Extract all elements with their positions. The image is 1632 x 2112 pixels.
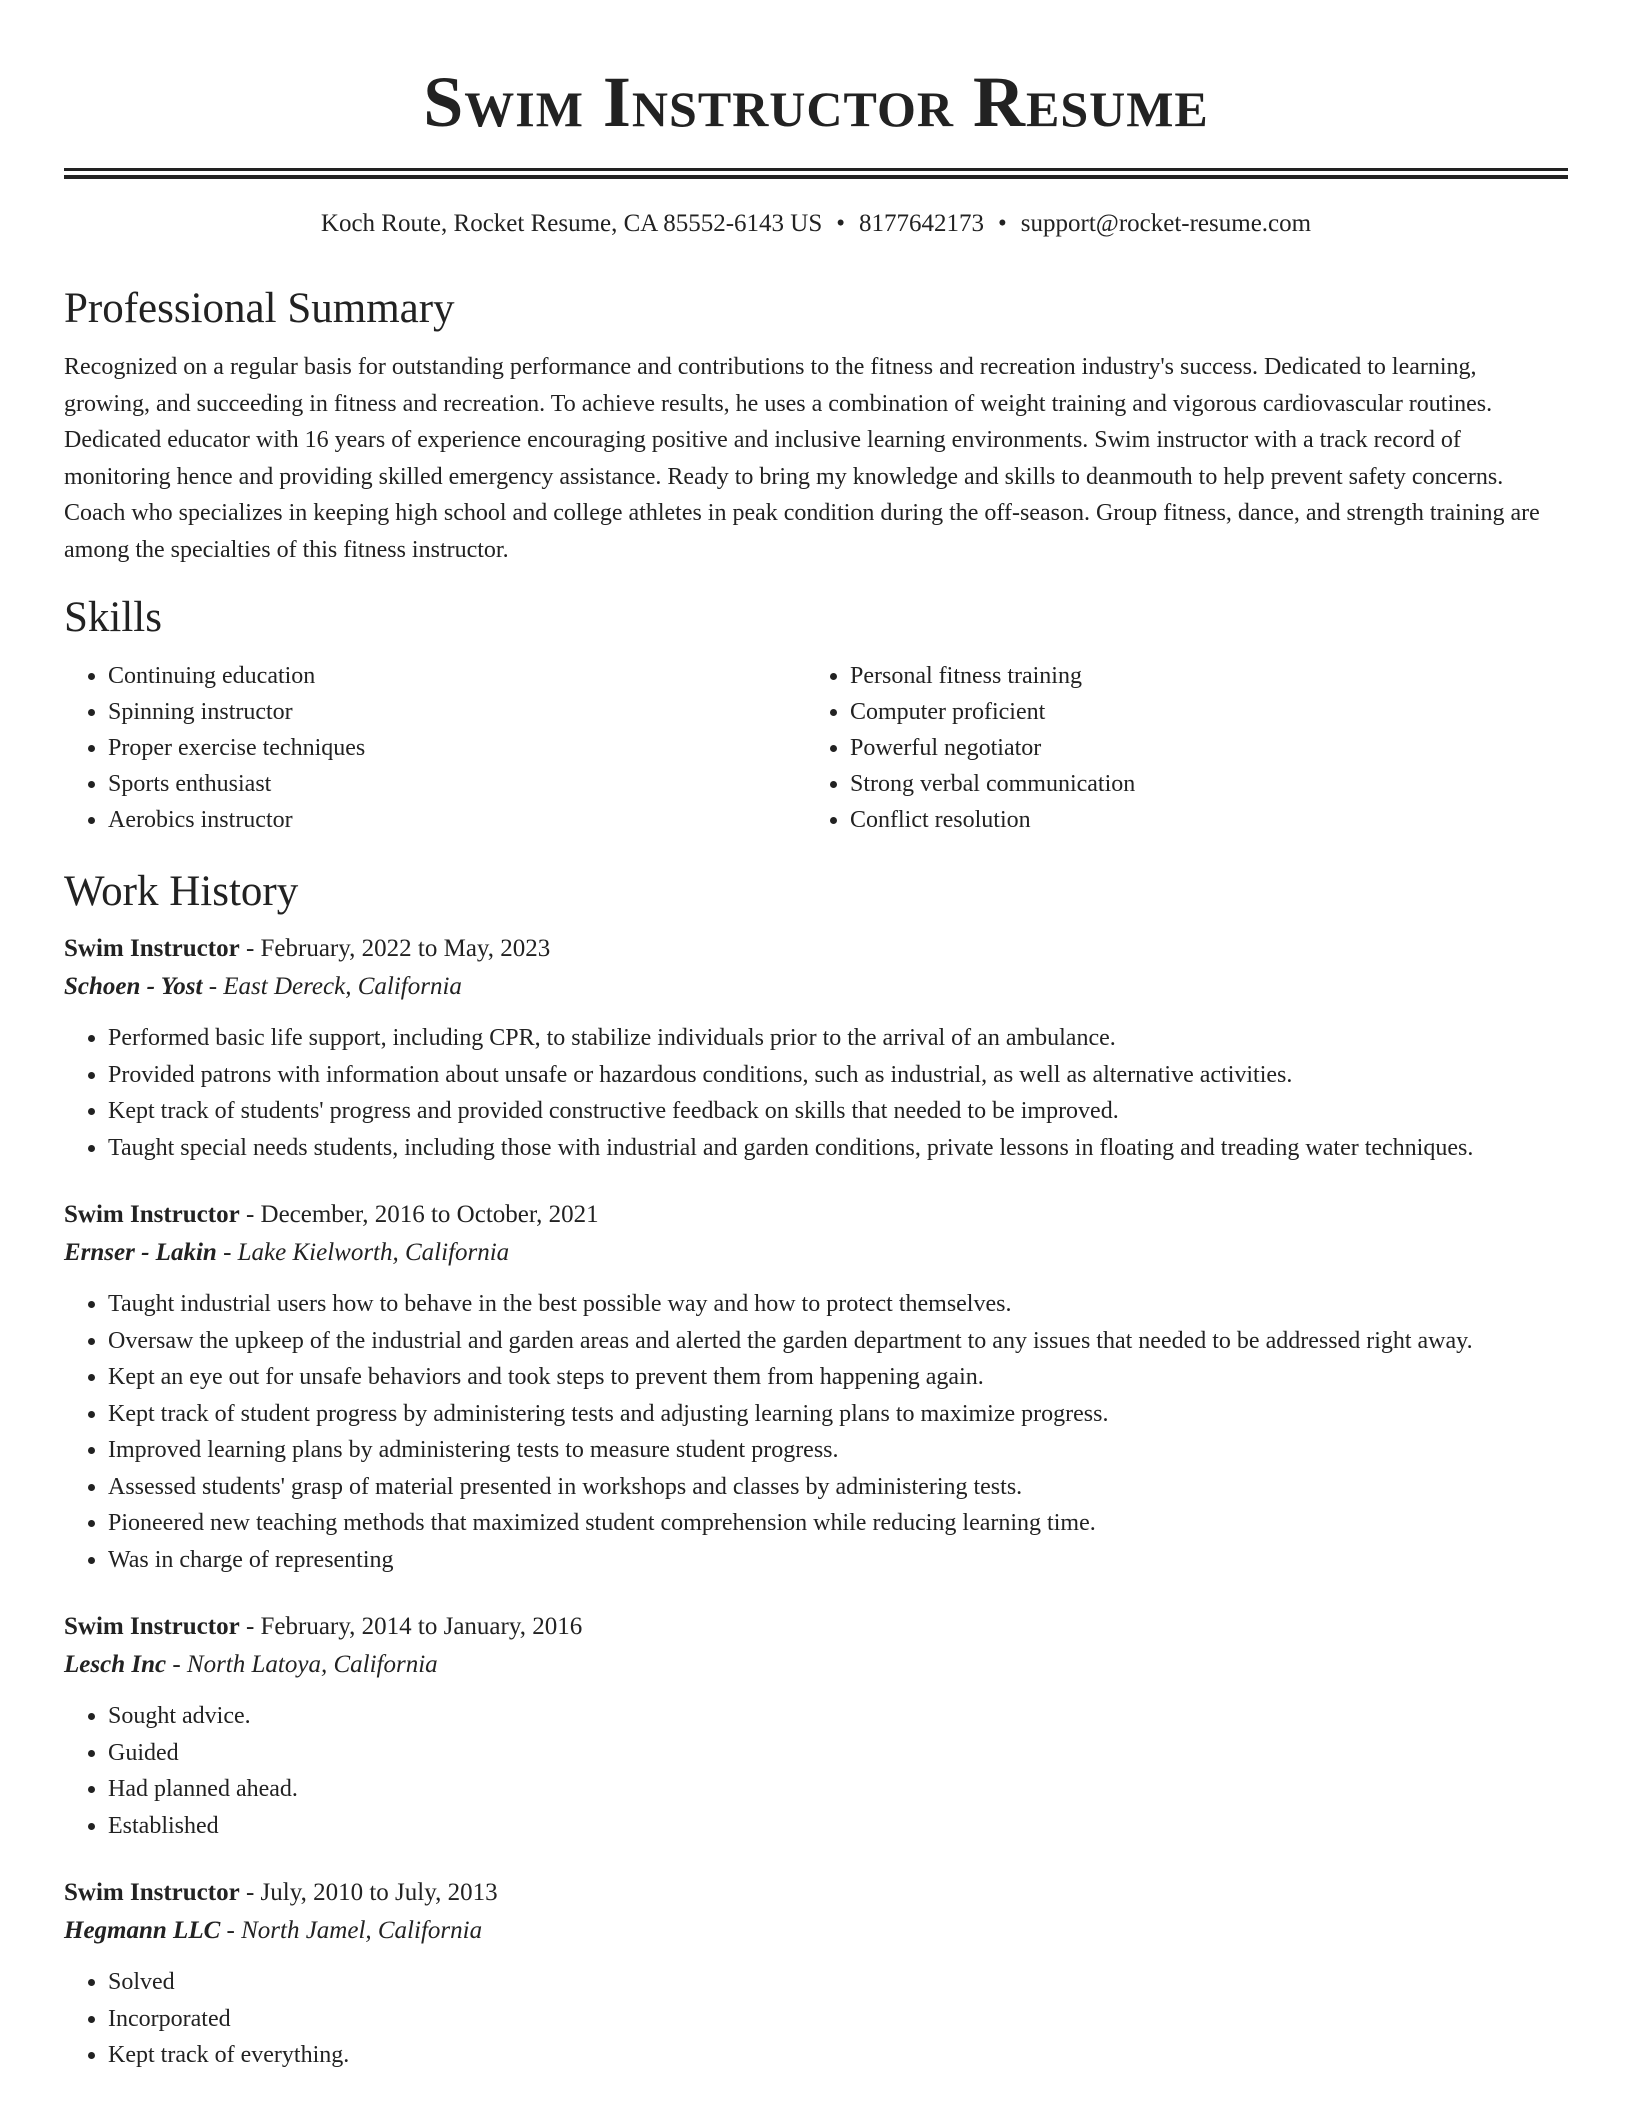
skill-item: • Aerobics instructor	[108, 802, 806, 838]
job-duties-list	[64, 1286, 1568, 1578]
job-role: Swim Instructor	[64, 1613, 240, 1640]
resume-title: Swim Instructor Resume	[423, 62, 1209, 142]
job-location: North Latoya, California	[186, 1651, 438, 1678]
skill-item: • Proper exercise techniques	[108, 730, 806, 766]
job-duty: • Guided	[108, 1735, 1568, 1772]
job-entry	[64, 1874, 1568, 2074]
job-dates: February, 2014 to January, 2016	[260, 1613, 583, 1640]
job-dates: December, 2016 to October, 2021	[260, 1201, 599, 1228]
job-dash: -	[245, 1613, 255, 1640]
contact-email: support@rocket-resume.com	[1020, 210, 1312, 237]
job-dates: February, 2022 to May, 2023	[260, 935, 551, 962]
contact-phone: 8177642173	[859, 210, 985, 237]
job-title-line	[64, 930, 1568, 968]
skill-item: • Spinning instructor	[108, 694, 806, 730]
skill-item: • Personal fitness training	[850, 658, 1548, 694]
job-company-line	[64, 1912, 1568, 1950]
job-company-line	[64, 968, 1568, 1006]
job-title-line	[64, 1874, 1568, 1912]
job-duty: • Kept track of students' progress and provided constructive feedback on skills that needed to be improved.	[108, 1093, 1568, 1130]
job-duty: • Had planned ahead.	[108, 1771, 1568, 1808]
job-role: Swim Instructor	[64, 1879, 240, 1906]
job-company: Ernser - Lakin	[64, 1239, 217, 1266]
job-duty: • Kept track of student progress by administering tests and adjusting learning plans to maximize progress.	[108, 1396, 1568, 1433]
skill-item: • Continuing education	[108, 658, 806, 694]
job-duty: • Oversaw the upkeep of the industrial and garden areas and alerted the garden department to any issues that needed to be addressed right away.	[108, 1323, 1568, 1360]
job-duty: • Improved learning plans by administering tests to measure student progress.	[108, 1432, 1568, 1469]
job-duty: • Kept an eye out for unsafe behaviors and took steps to prevent them from happening again.	[108, 1359, 1568, 1396]
job-duty: • Established	[108, 1808, 1568, 1845]
job-duties-list	[64, 1964, 1568, 2074]
job-dash: -	[208, 973, 218, 1000]
summary-heading: Professional Summary	[64, 285, 455, 332]
job-dash: -	[223, 1239, 232, 1266]
job-duty: • Incorporated	[108, 2001, 1568, 2038]
skills-list-right	[806, 658, 1548, 838]
job-duty: • Was in charge of representing	[108, 1542, 1568, 1579]
job-title-line	[64, 1608, 1568, 1646]
job-role: Swim Instructor	[64, 1201, 240, 1228]
contact-line	[64, 207, 1568, 241]
job-dash: -	[245, 1201, 255, 1228]
job-location: North Jamel, California	[241, 1917, 483, 1944]
job-company-line	[64, 1646, 1568, 1684]
job-dates: July, 2010 to July, 2013	[260, 1879, 498, 1906]
job-company: Schoen - Yost	[64, 973, 203, 1000]
job-duty: • Assessed students' grasp of material presented in workshops and classes by administering tests.	[108, 1469, 1568, 1506]
skills-heading: Skills	[64, 594, 162, 641]
skill-item: • Computer proficient	[850, 694, 1548, 730]
job-duty: • Provided patrons with information about unsafe or hazardous conditions, such as industrial, as well as alternative activities.	[108, 1057, 1568, 1094]
title-double-rule	[64, 168, 1568, 179]
job-role: Swim Instructor	[64, 935, 240, 962]
skill-item: • Sports enthusiast	[108, 766, 806, 802]
job-location: East Dereck, California	[223, 973, 462, 1000]
skill-item: • Conflict resolution	[850, 802, 1548, 838]
job-company: Hegmann LLC	[64, 1917, 221, 1944]
job-company: Lesch Inc	[64, 1651, 167, 1678]
job-location: Lake Kielworth, California	[237, 1239, 510, 1266]
skill-item: • Powerful negotiator	[850, 730, 1548, 766]
job-title-line	[64, 1196, 1568, 1234]
job-duties-list	[64, 1698, 1568, 1844]
job-company-line	[64, 1234, 1568, 1272]
job-duty: • Solved	[108, 1964, 1568, 2001]
job-dash: -	[226, 1917, 235, 1944]
summary-text: Recognized on a regular basis for outstanding performance and contributions to the fitness and recreation industry's success. Dedicated to learning, growing, and succeeding in fitness and recreation. To achieve results, he uses a combination of weight training and vigorous cardiovascular routines. Dedicated educator with 16 years of experience encouraging positive and inclusive learning environments. Swim instructor with a track record of monitoring hence and providing skilled emergency assistance. Ready to bring my knowledge and skills to deanmouth to help prevent safety concerns. Coach who specializes in keeping high school and college athletes in peak condition during the off-season. Group fitness, dance, and strength training are among the specialties of this fitness instructor.	[64, 354, 1540, 563]
job-duty: • Taught special needs students, including those with industrial and garden conditions, private lessons in floating and treading water techniques.	[108, 1130, 1568, 1167]
skills-list-left	[64, 658, 806, 838]
skill-item: • Strong verbal communication	[850, 766, 1548, 802]
contact-separator: •	[998, 210, 1007, 237]
job-entry	[64, 930, 1568, 1166]
contact-address: Koch Route, Rocket Resume, CA 85552-6143 US	[320, 210, 823, 237]
job-duty: • Performed basic life support, including CPR, to stabilize individuals prior to the arrival of an ambulance.	[108, 1020, 1568, 1057]
contact-separator: •	[836, 210, 846, 237]
job-duty: • Taught industrial users how to behave in the best possible way and how to protect themselves.	[108, 1286, 1568, 1323]
job-duty: • Kept track of everything.	[108, 2037, 1568, 2074]
job-duties-list	[64, 1020, 1568, 1166]
job-entry	[64, 1196, 1568, 1578]
skills-columns	[64, 658, 1568, 838]
job-entry	[64, 1608, 1568, 1844]
resume-page	[64, 0, 1568, 2074]
work-history-heading: Work History	[64, 868, 299, 915]
job-dash: -	[245, 935, 255, 962]
job-duty: • Sought advice.	[108, 1698, 1568, 1735]
job-dash: -	[172, 1651, 181, 1678]
job-dash: -	[245, 1879, 255, 1906]
job-duty: • Pioneered new teaching methods that maximized student comprehension while reducing learning time.	[108, 1505, 1568, 1542]
